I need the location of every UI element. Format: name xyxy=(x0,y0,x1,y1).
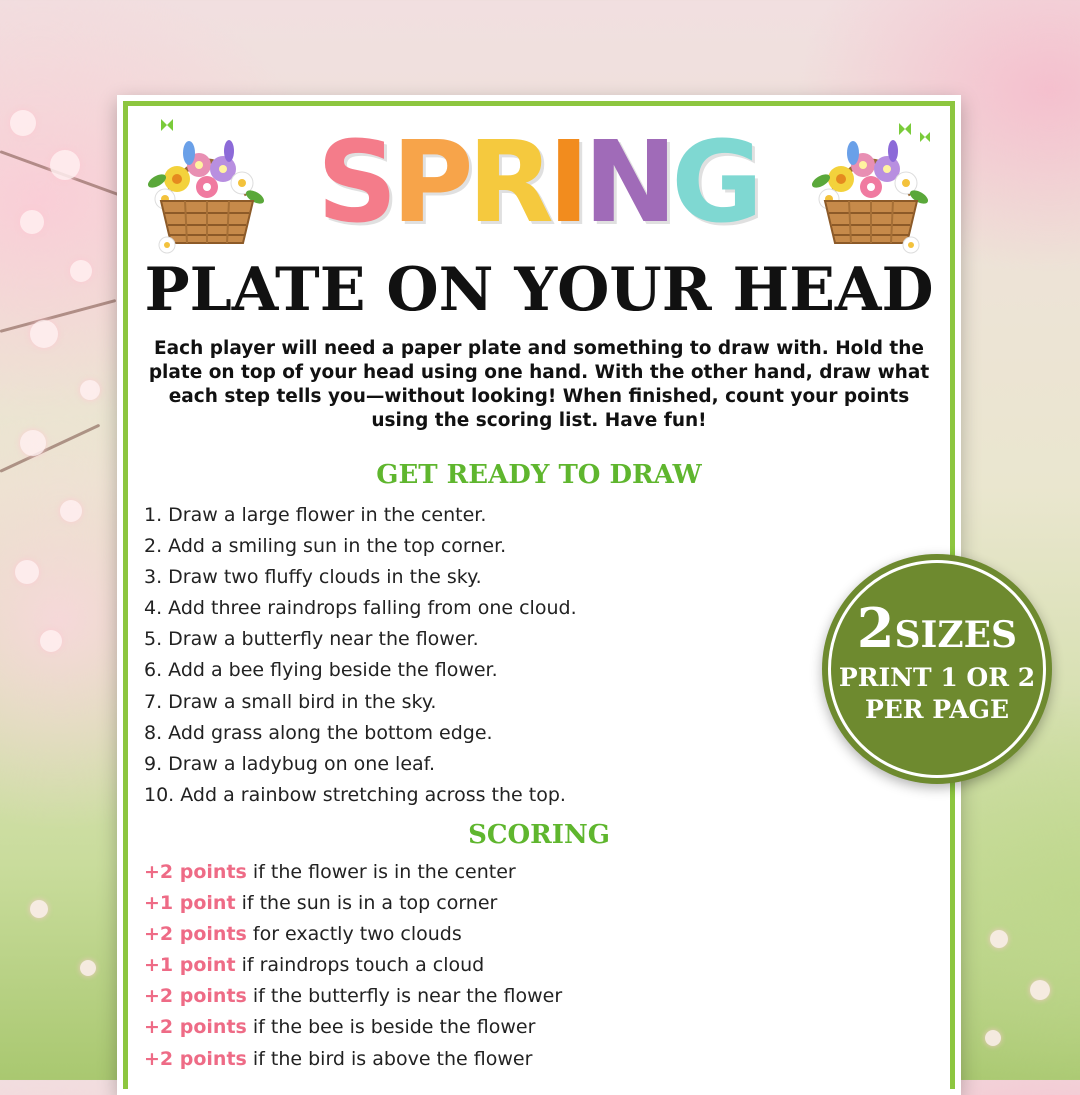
badge-print-text xyxy=(822,662,1052,726)
step-item: 8. Add grass along the bottom edge. xyxy=(144,721,493,744)
scoring-item xyxy=(144,981,562,1012)
badge-number: 2 xyxy=(856,596,895,660)
blossom-decoration xyxy=(985,1030,1001,1046)
title-letter: I xyxy=(547,118,584,248)
points-value: +2 points xyxy=(144,861,247,883)
game-sheet xyxy=(117,95,961,1095)
blossom-decoration xyxy=(30,320,58,348)
points-value: +2 points xyxy=(144,1016,247,1039)
steps-list xyxy=(144,500,577,811)
branch-decoration xyxy=(0,299,116,333)
scoring-condition: if raindrops touch a cloud xyxy=(235,954,485,977)
spring-title xyxy=(287,118,787,248)
sizes-badge xyxy=(822,554,1052,784)
step-item: 2. Add a smiling sun in the top corner. xyxy=(144,535,507,558)
badge-line-per-page: PER PAGE xyxy=(864,695,1010,724)
blossom-decoration xyxy=(20,210,44,234)
points-value: +2 points xyxy=(144,985,247,1008)
instructions-text: Each player will need a paper plate and something to draw with. Hold the plate on top of your head using one hand. With the other hand, draw what each step tells you—without looking! When finished, count your points using the scoring list. Have fun! xyxy=(148,338,930,431)
butterfly-icon xyxy=(899,123,930,142)
step-item: 1. Draw a large flower in the center. xyxy=(144,504,487,526)
blossom-decoration xyxy=(1030,980,1050,1000)
title-letter: P xyxy=(391,118,468,248)
butterfly-icon xyxy=(161,119,173,131)
step-item: 6. Add a bee flying beside the flower. xyxy=(144,659,498,682)
blossom-decoration xyxy=(40,630,62,652)
step-item: 10. Add a rainbow stretching across the top. xyxy=(144,783,566,806)
points-value: +1 point xyxy=(144,892,236,915)
badge-sizes-label: SIZES xyxy=(894,614,1018,656)
badge-headline xyxy=(822,598,1052,665)
scoring-condition: for exactly two clouds xyxy=(246,923,462,946)
scoring-item xyxy=(144,857,562,888)
step-item: 7. Draw a small bird in the sky. xyxy=(144,690,437,713)
step-item: 5. Draw a butterfly near the flower. xyxy=(144,628,479,651)
scoring-heading: SCORING xyxy=(468,820,610,850)
blossom-decoration xyxy=(30,900,48,918)
scoring-item xyxy=(144,888,562,919)
title-letter: N xyxy=(583,118,672,248)
blossom-decoration xyxy=(15,560,39,584)
scoring-list xyxy=(144,857,562,1075)
blossom-decoration xyxy=(50,150,80,180)
points-value: +1 point xyxy=(144,954,236,977)
points-value: +2 points xyxy=(144,1047,247,1070)
page-title: PLATE ON YOUR HEAD xyxy=(144,255,934,325)
blossom-decoration xyxy=(10,110,36,136)
badge-line-print: PRINT 1 OR 2 xyxy=(838,663,1036,692)
scoring-item xyxy=(144,950,562,981)
scoring-condition: if the bee is beside the flower xyxy=(246,1016,536,1039)
steps-heading: GET READY TO DRAW xyxy=(376,460,702,490)
flower-basket-icon xyxy=(137,117,277,257)
scoring-condition: if the bird is above the flower xyxy=(246,1047,533,1070)
step-item: 4. Add three raindrops falling from one cloud. xyxy=(144,597,577,620)
branch-decoration xyxy=(0,424,100,473)
blossom-decoration xyxy=(20,430,46,456)
title-letter: S xyxy=(316,118,392,248)
step-item: 3. Draw two fluffy clouds in the sky. xyxy=(144,566,482,589)
scoring-condition: if the flower is in the center xyxy=(246,861,516,883)
points-value: +2 points xyxy=(144,923,247,946)
scoring-item xyxy=(144,919,562,950)
scoring-item xyxy=(144,1012,562,1043)
blossom-decoration xyxy=(990,930,1008,948)
blossom-decoration xyxy=(80,960,96,976)
scoring-condition: if the butterfly is near the flower xyxy=(246,985,563,1008)
scoring-condition: if the sun is in a top corner xyxy=(235,892,498,915)
scoring-item xyxy=(144,1044,562,1075)
flower-basket-icon xyxy=(801,117,941,257)
blossom-decoration xyxy=(80,380,100,400)
step-item: 9. Draw a ladybug on one leaf. xyxy=(144,752,436,775)
title-letter: R xyxy=(467,118,548,248)
blossom-decoration xyxy=(60,500,82,522)
title-letter: G xyxy=(671,118,758,248)
blossom-decoration xyxy=(70,260,92,282)
